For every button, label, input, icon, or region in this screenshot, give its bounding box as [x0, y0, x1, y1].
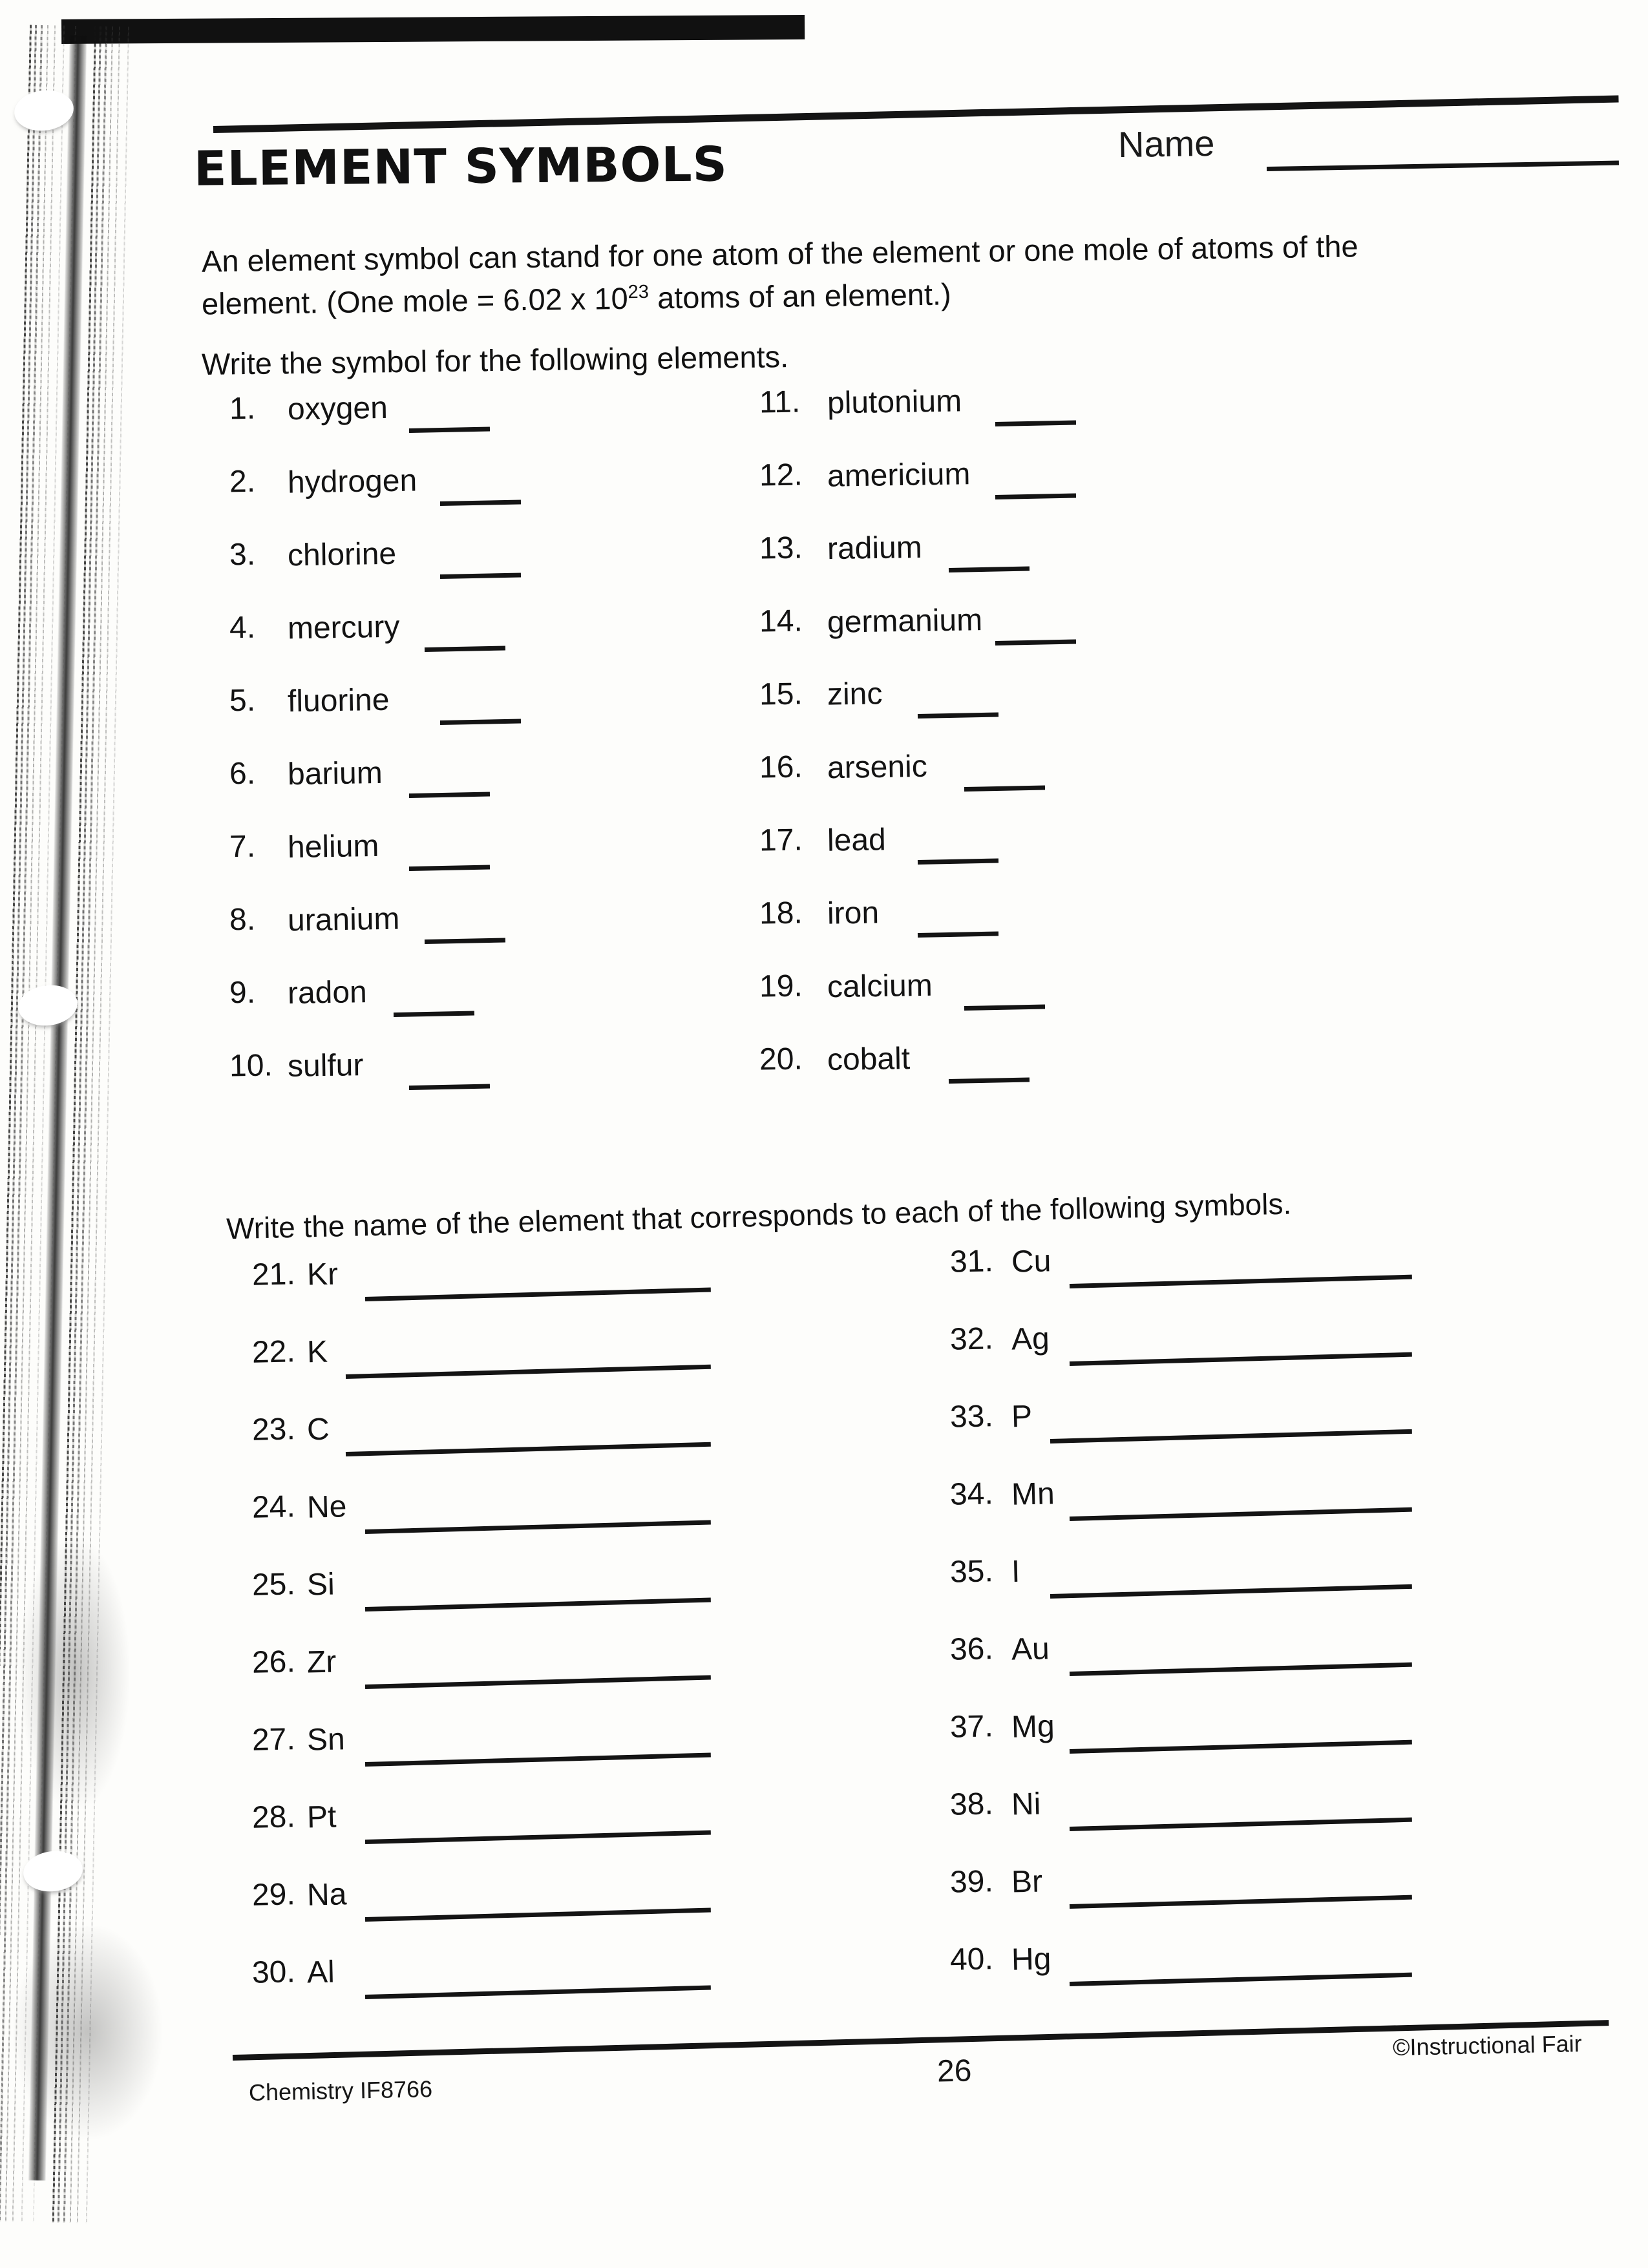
answer-blank[interactable]: [918, 712, 998, 719]
answer-blank[interactable]: [995, 420, 1076, 426]
answer-blank[interactable]: [409, 865, 490, 871]
question-label: Br: [1011, 1864, 1043, 1900]
question-label: Ag: [1011, 1321, 1050, 1357]
question-label: Mn: [1011, 1476, 1055, 1512]
question-number: 11.: [759, 384, 801, 420]
answer-blank[interactable]: [1070, 1352, 1412, 1366]
answer-blank[interactable]: [995, 493, 1076, 499]
answer-blank[interactable]: [409, 792, 490, 798]
question-number: 20.: [759, 1042, 803, 1077]
question-number: 35.: [949, 1554, 994, 1590]
answer-blank[interactable]: [394, 1011, 474, 1017]
answer-blank[interactable]: [365, 1986, 711, 1999]
answer-blank[interactable]: [1050, 1584, 1412, 1599]
question-label: Hg: [1011, 1942, 1051, 1977]
intro-line-2: [202, 273, 951, 326]
question-label: lead: [827, 823, 887, 858]
question-number: 13.: [759, 530, 803, 566]
question-label: uranium: [287, 901, 400, 938]
answer-blank[interactable]: [1070, 1973, 1412, 1986]
question-label: helium: [287, 828, 379, 865]
answer-blank[interactable]: [918, 858, 998, 865]
question-label: sulfur: [287, 1048, 364, 1084]
answer-blank[interactable]: [1070, 1275, 1412, 1288]
question-label: I: [1011, 1554, 1020, 1590]
question-label: Kr: [306, 1257, 339, 1292]
question-label: Pt: [306, 1800, 337, 1835]
answer-blank[interactable]: [995, 639, 1076, 646]
answer-blank[interactable]: [1050, 1429, 1412, 1444]
question-number: 6.: [229, 756, 256, 792]
question-number: 9.: [229, 975, 256, 1011]
answer-blank[interactable]: [365, 1831, 711, 1844]
question-number: 36.: [949, 1632, 994, 1667]
question-number: 19.: [759, 969, 803, 1004]
question-number: 29.: [251, 1877, 296, 1913]
question-label: Si: [306, 1567, 335, 1602]
question-label: Au: [1011, 1632, 1050, 1667]
answer-blank[interactable]: [365, 1520, 711, 1534]
question-number: 2.: [229, 464, 256, 499]
question-number: 7.: [229, 829, 256, 865]
question-number: 27.: [251, 1722, 296, 1758]
avogadro-exponent: 23: [628, 281, 650, 303]
answer-blank[interactable]: [1070, 1818, 1412, 1831]
question-label: Cu: [1011, 1244, 1051, 1279]
question-number: 31.: [949, 1244, 994, 1279]
answer-blank[interactable]: [365, 1675, 711, 1689]
answer-blank[interactable]: [440, 572, 521, 579]
question-number: 4.: [229, 610, 256, 646]
intro-line-2-part-b: atoms of an element.): [648, 277, 952, 315]
question-number: 5.: [229, 683, 256, 719]
instruction-one: Write the symbol for the following elements.: [201, 339, 789, 381]
question-label: Ne: [306, 1489, 347, 1525]
answer-blank[interactable]: [1070, 1740, 1412, 1754]
question-number: 37.: [949, 1709, 994, 1745]
intro-line-1: An element symbol can stand for one atom of the element or one mole of atoms of the: [201, 229, 1358, 278]
question-number: 39.: [949, 1864, 994, 1900]
name-input-line[interactable]: [1267, 160, 1619, 171]
footer-page-number: 26: [936, 2053, 972, 2089]
answer-blank[interactable]: [964, 785, 1045, 792]
answer-blank[interactable]: [346, 1442, 711, 1456]
answer-blank[interactable]: [425, 646, 505, 652]
question-label: C: [306, 1412, 330, 1447]
question-label: cobalt: [827, 1041, 911, 1078]
question-label: barium: [287, 755, 383, 792]
answer-blank[interactable]: [1070, 1895, 1412, 1909]
question-number: 17.: [759, 823, 803, 858]
page-title: ELEMENT SYMBOLS: [193, 136, 728, 197]
answer-blank[interactable]: [949, 1077, 1030, 1084]
question-label: K: [306, 1334, 328, 1370]
question-number: 1.: [229, 391, 256, 426]
answer-blank[interactable]: [365, 1598, 711, 1612]
question-number: 12.: [759, 457, 803, 493]
question-number: 10.: [229, 1048, 273, 1084]
question-number: 14.: [759, 604, 803, 639]
footer-book-code: Chemistry IF8766: [248, 2075, 433, 2106]
question-number: 16.: [759, 750, 803, 785]
question-label: Ni: [1011, 1787, 1041, 1822]
name-label: Name: [1117, 122, 1215, 165]
question-number: 34.: [949, 1476, 994, 1512]
question-label: Na: [306, 1877, 347, 1913]
question-label: hydrogen: [287, 463, 417, 500]
question-label: Sn: [306, 1722, 346, 1758]
question-label: Zr: [306, 1644, 337, 1680]
footer-copyright: ©Instructional Fair: [1392, 2030, 1583, 2061]
question-label: plutonium: [827, 384, 962, 421]
header-rule: [213, 96, 1619, 133]
question-label: germanium: [827, 603, 983, 640]
question-label: oxygen: [287, 390, 388, 427]
question-label: P: [1011, 1399, 1033, 1434]
question-label: americium: [827, 457, 971, 494]
question-label: Al: [306, 1955, 335, 1990]
answer-blank[interactable]: [365, 1288, 711, 1301]
answer-blank[interactable]: [440, 499, 521, 506]
instruction-two: Write the name of the element that corresponds to each of the following symbols.: [226, 1186, 1292, 1246]
question-number: 21.: [251, 1257, 296, 1292]
question-number: 3.: [229, 537, 256, 572]
question-label: chlorine: [287, 536, 397, 573]
question-number: 24.: [251, 1489, 296, 1525]
question-number: 15.: [759, 677, 803, 712]
question-number: 25.: [251, 1567, 296, 1602]
question-number: 30.: [251, 1955, 296, 1990]
question-label: zinc: [827, 677, 883, 712]
question-label: radium: [827, 530, 923, 567]
answer-blank[interactable]: [1070, 1663, 1412, 1676]
answer-blank[interactable]: [440, 719, 521, 725]
question-number: 18.: [759, 896, 803, 931]
question-number: 23.: [251, 1412, 296, 1447]
intro-line-2-part-a: element. (One mole = 6.02 x 10: [201, 280, 629, 321]
answer-blank[interactable]: [365, 1908, 711, 1922]
answer-blank[interactable]: [964, 1004, 1045, 1011]
answer-blank[interactable]: [409, 426, 490, 433]
question-label: Mg: [1011, 1709, 1055, 1745]
question-label: mercury: [287, 609, 400, 646]
answer-blank[interactable]: [365, 1753, 711, 1767]
question-label: calcium: [827, 968, 933, 1005]
question-label: iron: [827, 896, 880, 931]
answer-blank[interactable]: [949, 566, 1030, 572]
answer-blank[interactable]: [1070, 1507, 1412, 1521]
question-number: 8.: [229, 902, 256, 938]
answer-blank[interactable]: [346, 1365, 711, 1379]
answer-blank[interactable]: [409, 1084, 490, 1090]
answer-blank[interactable]: [425, 938, 505, 944]
question-label: arsenic: [827, 749, 928, 786]
question-number: 32.: [949, 1321, 994, 1357]
question-number: 33.: [949, 1399, 994, 1434]
question-number: 40.: [949, 1942, 994, 1977]
question-label: fluorine: [287, 682, 390, 719]
question-number: 26.: [251, 1644, 296, 1680]
question-number: 28.: [251, 1800, 296, 1835]
question-number: 38.: [949, 1787, 994, 1822]
answer-blank[interactable]: [918, 931, 998, 938]
question-label: radon: [287, 975, 368, 1011]
question-number: 22.: [251, 1334, 296, 1370]
